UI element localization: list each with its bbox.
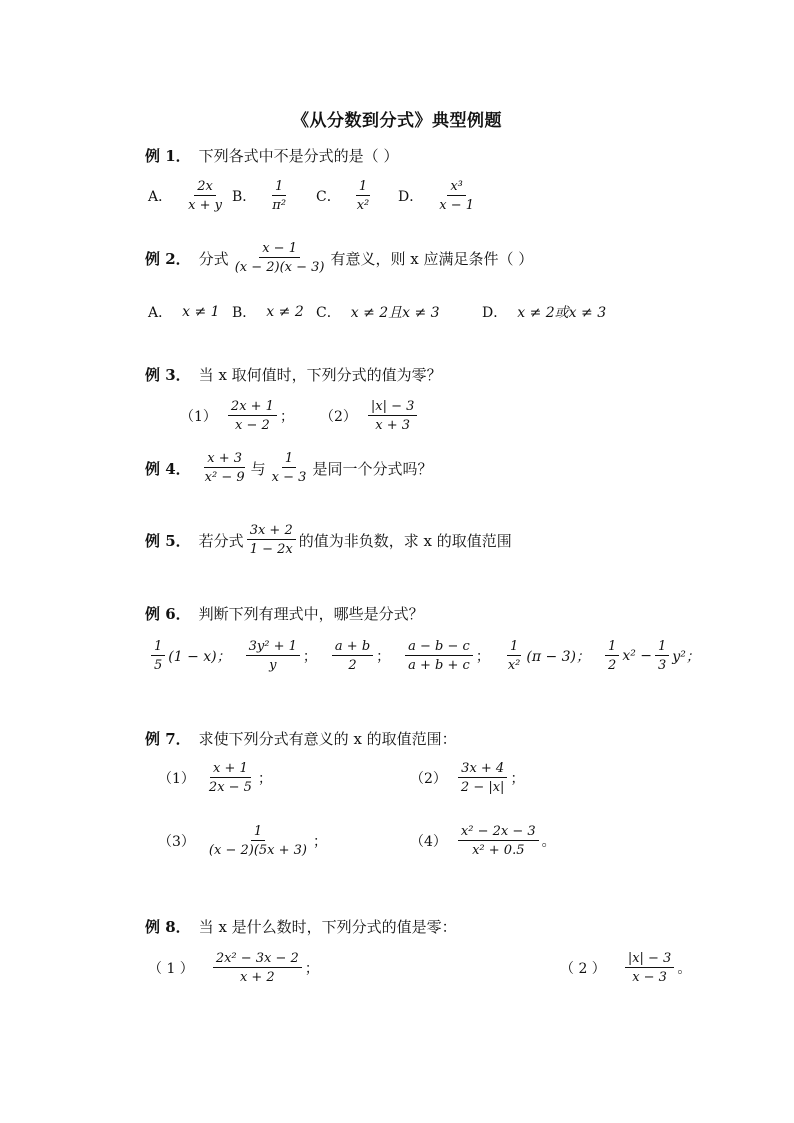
example-6-question — [145, 603, 424, 624]
fraction: $\frac{1}{x - 3}$ — [271, 451, 307, 485]
fraction: $\frac{|x| - 3}{x + 3}$ — [368, 400, 418, 432]
fraction: $\frac{\text{3y² + 1}}{y}$ — [246, 640, 300, 672]
page-title: 《从分数到分式》典型例题 — [292, 111, 502, 131]
example-5-question: 例 5． 若分式 $\frac{3x + 2}{1 - 2x}$ 的值为非负数，求 x 的取值范围 — [145, 523, 512, 557]
example-1-option-c: C． $\frac{1}{\text{x²}}$ — [316, 180, 375, 212]
example-2-question: 例 2． 分式 $\frac{x - 1}{(x - 2)(x - 3)}$ 有意义，则 x 应满足条件（ ） — [145, 241, 534, 275]
fraction: $\frac{1}{3}$ — [655, 640, 669, 672]
example-1-option-b: B． $\frac{1}{\text{π²}}$ — [232, 180, 292, 212]
fraction: $\frac{\text{x³}}{x - 1}$ — [439, 179, 474, 213]
fraction: $\frac{1}{\text{x²}}$ — [356, 179, 370, 213]
fraction: $\frac{3x + 2}{1 - 2x}$ — [247, 524, 296, 556]
fraction: $\frac{x + 3}{\text{x² − 9}}$ — [204, 451, 245, 485]
example-8-question — [145, 916, 457, 937]
example-6-text: 判断下列有理式中，哪些是分式？ — [198, 605, 424, 623]
example-1-option-a: A． $\frac{2x}{x + y}$ — [148, 180, 228, 212]
fraction: $\frac{a - b - c}{a + b + c}$ — [405, 640, 473, 672]
fraction: $\frac{x + 1}{2x - 5}$ — [208, 761, 252, 795]
example-6-expressions: $\frac{1}{5}$ (1 − x)； $\frac{\text{3y² + 1}}{y}$ ； $\frac{a + b}{2}$ ； $\frac{a - b - c}{a + b + c}$ ； $\frac{1}{\text{x²}}$ (π − 3)； $\frac{1}{2}$ x² − $\frac{1}{3}$ y²； — [148, 640, 700, 672]
fraction: $\frac{2x}{x + y}$ — [188, 179, 222, 213]
example-5-label: 例 5． — [145, 531, 191, 550]
fraction: $\frac{1}{\text{x²}}$ — [507, 639, 521, 673]
example-2-label: 例 2． — [145, 249, 191, 268]
example-7-label: 例 7． — [145, 730, 191, 748]
example-3-item-2: （2） $\frac{|x| - 3}{x + 3}$ — [320, 400, 420, 432]
fraction: $\frac{2x + 1}{x - 2}$ — [228, 400, 277, 432]
example-7-text: 求使下列分式有意义的 x 的取值范围： — [198, 730, 457, 748]
example-7-item-4: （4） $\frac{\text{x² − 2x − 3}}{\text{x² + 0.5}}$ 。 — [410, 824, 556, 858]
example-1-option-d: D． $\frac{\text{x³}}{x - 1}$ — [398, 180, 480, 212]
example-2-option-c: C． x ≠ 2且x ≠ 3 — [316, 305, 440, 321]
example-3-label: 例 3． — [145, 366, 191, 384]
example-8-label: 例 8． — [145, 918, 191, 936]
example-7-item-1: （1） $\frac{x + 1}{2x - 5}$ ； — [158, 761, 272, 795]
example-2-option-b: B． x ≠ 2 — [232, 304, 304, 321]
fraction: $\frac{x - 1}{(x - 2)(x - 3)}$ — [234, 241, 325, 275]
example-1-text: 下列各式中不是分式的是（ ） — [198, 147, 399, 165]
example-1-label: 例 1． — [145, 147, 191, 165]
example-8-item-2: （ 2 ） $\frac{|x| - 3}{x - 3}$ 。 — [560, 951, 692, 985]
example-4-label: 例 4． — [145, 459, 191, 478]
fraction: $\frac{\text{x² − 2x − 3}}{\text{x² + 0.5}}$ — [458, 825, 539, 857]
fraction: $\frac{|x| - 3}{x - 3}$ — [625, 952, 675, 984]
fraction: $\frac{1}{(x - 2)(5x + 3)}$ — [208, 824, 307, 858]
example-3-question — [145, 364, 442, 385]
example-8-item-1: （ 1 ） $\frac{\text{2x² − 3x − 2}}{x + 2}$ ； — [148, 951, 319, 985]
example-8-text: 当 x 是什么数时，下列分式的值是零： — [198, 918, 457, 936]
example-7-question — [145, 728, 457, 749]
fraction: $\frac{1}{\text{π²}}$ — [272, 179, 287, 213]
example-4-question: 例 4． $\frac{x + 3}{\text{x² − 9}}$ 与 $\frac{1}{x - 3}$ 是同一个分式吗？ — [145, 451, 433, 485]
example-3-item-1: （1） $\frac{2x + 1}{x - 2}$ ； — [180, 399, 294, 433]
fraction: $\frac{1}{2}$ — [605, 640, 619, 672]
fraction: $\frac{a + b}{2}$ — [332, 640, 373, 672]
example-2-option-a: A． x ≠ 1 — [148, 304, 220, 321]
example-7-item-3: （3） $\frac{1}{(x - 2)(5x + 3)}$ ； — [158, 824, 327, 858]
example-7-item-2: （2） $\frac{3x + 4}{2 - |x|}$ ； — [410, 761, 525, 795]
example-6-label: 例 6． — [145, 605, 191, 623]
fraction: $\frac{3x + 4}{2 - |x|}$ — [458, 762, 508, 794]
fraction: $\frac{\text{2x² − 3x − 2}}{x + 2}$ — [213, 952, 302, 984]
fraction: $\frac{1}{5}$ — [151, 640, 165, 672]
example-3-text: 当 x 取何值时，下列分式的值为零？ — [198, 366, 442, 384]
example-1-question — [145, 145, 398, 166]
example-2-option-d: D． x ≠ 2或x ≠ 3 — [482, 305, 607, 321]
